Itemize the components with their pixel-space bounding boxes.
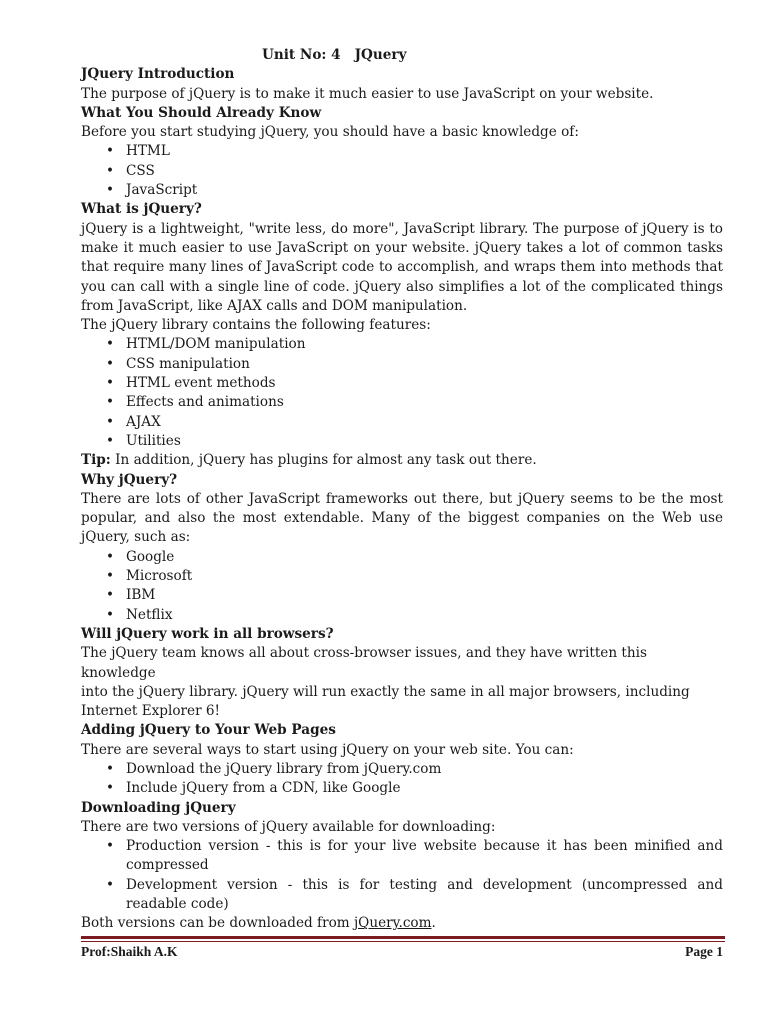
features-intro: The jQuery library contains the following features: xyxy=(81,317,431,334)
tip-paragraph xyxy=(81,451,723,470)
unit-topic: JQuery xyxy=(354,47,407,63)
list-item: • Effects and animations xyxy=(126,393,723,412)
what-text: jQuery is a lightweight, "write less, do more", JavaScript library. The purpose of jQuery is to make it much easier to use JavaScript on your website. jQuery takes a lot of common tasks that require many lines of JavaScript code to accomplish, and wraps them into methods that you can call with a single line of code. jQuery also simplifies a lot of the complicated things from JavaScript, like AJAX calls and DOM manipulation. xyxy=(81,220,723,314)
list-item: • Utilities xyxy=(126,432,723,451)
tip-text: In addition, jQuery has plugins for almost any task out there. xyxy=(110,452,537,469)
list-item: • Download the jQuery library from jQuery.com xyxy=(126,760,723,779)
footer-author: Prof:Shaikh A.K xyxy=(81,944,178,959)
list-item: • JavaScript xyxy=(126,181,723,200)
intro-text: The purpose of jQuery is to make it much easier to use JavaScript on your website. xyxy=(81,85,654,102)
browsers-line-2: into the jQuery library. jQuery will run exactly the same in all major browsers, including xyxy=(81,683,690,700)
list-item: • IBM xyxy=(126,586,723,605)
list-item: • AJAX xyxy=(126,413,723,432)
features-list xyxy=(81,335,723,451)
jquery-com-link[interactable]: jQuery.com xyxy=(353,915,432,932)
page-footer xyxy=(81,944,723,960)
prereq-list xyxy=(81,142,723,200)
downloading-closing xyxy=(81,914,723,933)
browsers-line-1: The jQuery team knows all about cross-browser issues, and they have written this knowledge xyxy=(81,645,647,681)
downloading-text: There are two versions of jQuery available for downloading: xyxy=(81,818,496,835)
list-item: • Netflix xyxy=(126,606,723,625)
companies-list xyxy=(81,548,723,625)
list-item: • HTML xyxy=(126,142,723,161)
browsers-line-3: Internet Explorer 6! xyxy=(81,703,221,720)
list-item: • CSS manipulation xyxy=(126,355,723,374)
closing-end: . xyxy=(431,915,436,932)
intro-heading: JQuery Introduction xyxy=(81,66,235,83)
list-item: • Google xyxy=(126,548,723,567)
what-heading: What is jQuery? xyxy=(81,201,202,218)
adding-heading: Adding jQuery to Your Web Pages xyxy=(81,722,336,739)
list-item: • Include jQuery from a CDN, like Google xyxy=(126,779,723,798)
why-heading: Why jQuery? xyxy=(81,471,178,488)
list-item: • HTML event methods xyxy=(126,374,723,393)
list-item: • Development version - this is for testing and development (uncompressed and readable code) xyxy=(126,876,723,915)
closing-text: Both versions can be downloaded from xyxy=(81,915,354,932)
downloading-heading: Downloading jQuery xyxy=(81,799,236,816)
page-content xyxy=(81,46,723,934)
browsers-heading: Will jQuery work in all browsers? xyxy=(81,625,334,642)
footer-page-number: Page 1 xyxy=(685,944,723,959)
prereq-heading: What You Should Already Know xyxy=(81,104,322,121)
tip-label: Tip: xyxy=(81,452,111,469)
why-text: There are lots of other JavaScript frameworks out there, but jQuery seems to be the most popular, and also the most extendable. Many of the biggest companies on the Web use jQuery, such as: xyxy=(81,490,723,546)
adding-text: There are several ways to start using jQuery on your web site. You can: xyxy=(81,741,574,758)
page-title xyxy=(81,46,723,65)
footer-divider xyxy=(81,936,725,941)
prereq-text: Before you start studying jQuery, you should have a basic knowledge of: xyxy=(81,124,579,141)
list-item: • CSS xyxy=(126,162,723,181)
list-item: • Production version - this is for your live website because it has been minified and compressed xyxy=(126,837,723,876)
list-item: • Microsoft xyxy=(126,567,723,586)
versions-list xyxy=(81,837,723,914)
adding-list xyxy=(81,760,723,799)
list-item: • HTML/DOM manipulation xyxy=(126,335,723,354)
unit-number: Unit No: 4 xyxy=(262,47,341,63)
